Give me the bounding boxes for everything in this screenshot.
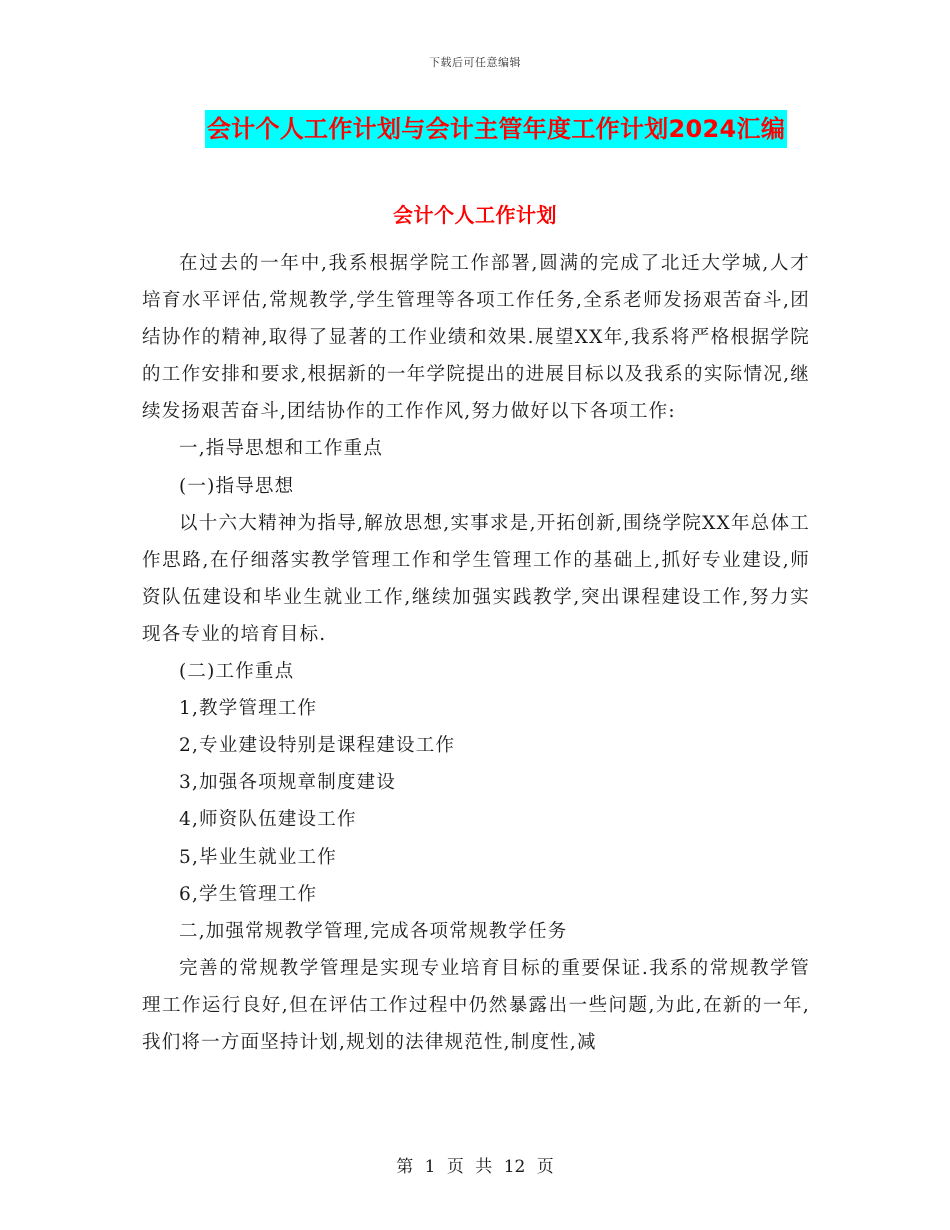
list-item: 5,毕业生就业工作 [179, 846, 337, 868]
list-item: 4,师资队伍建设工作 [179, 809, 357, 831]
heading-routine-teaching: 二,加强常规教学管理,完成各项常规教学任务 [179, 920, 568, 942]
subheading-work-focus: (二)工作重点 [179, 661, 295, 683]
paragraph-routine-teaching: 完善的常规教学管理是实现专业培育目标的重要保证.我系的常规教学管理工作运行良好,但在评估工作过程中仍然暴露出一些问题,为此,在新的一年,我们将一方面坚持计划,规划的法律规范性,制度性,减 [142, 957, 810, 1053]
paragraph-guiding-ideology: 以十六大精神为指导,解放思想,实事求是,开拓创新,围绕学院XX年总体工作思路,在仔细落实教学管理工作和学生管理工作的基础上,抓好专业建设,师资队伍建设和毕业生就业工作,继续加强实践教学,突出课程建设工作,努力实现各专业的培育目标. [142, 512, 810, 645]
list-item: 2,专业建设特别是课程建设工作 [179, 735, 456, 757]
list-item: 3,加强各项规章制度建设 [179, 772, 397, 794]
heading-guiding-and-focus: 一,指导思想和工作重点 [179, 438, 384, 460]
list-item: 6,学生管理工作 [179, 883, 318, 905]
subheading-guiding-ideology: (一)指导思想 [179, 475, 295, 497]
page-number: 第 1 页 共 12 页 [396, 1157, 554, 1177]
document-title: 会计个人工作计划与会计主管年度工作计划2024汇编 [205, 110, 787, 148]
document-title-container [0, 110, 950, 148]
header-note: 下载后可任意编辑 [429, 56, 521, 69]
section-title: 会计个人工作计划 [393, 203, 557, 227]
document-body [142, 245, 810, 1061]
paragraph-intro: 在过去的一年中,我系根据学院工作部署,圆满的完成了北迁大学城,人才培育水平评估,常规教学,学生管理等各项工作任务,全系老师发扬艰苦奋斗,团结协作的精神,取得了显著的工作业绩和效果.展望XX年,我系将严格根据学院的工作安排和要求,根据新的一年学院提出的进展目标以及我系的实际情况,继续发扬艰苦奋斗,团结协作的工作作风,努力做好以下各项工作: [142, 253, 810, 423]
list-item: 1,教学管理工作 [179, 698, 318, 720]
